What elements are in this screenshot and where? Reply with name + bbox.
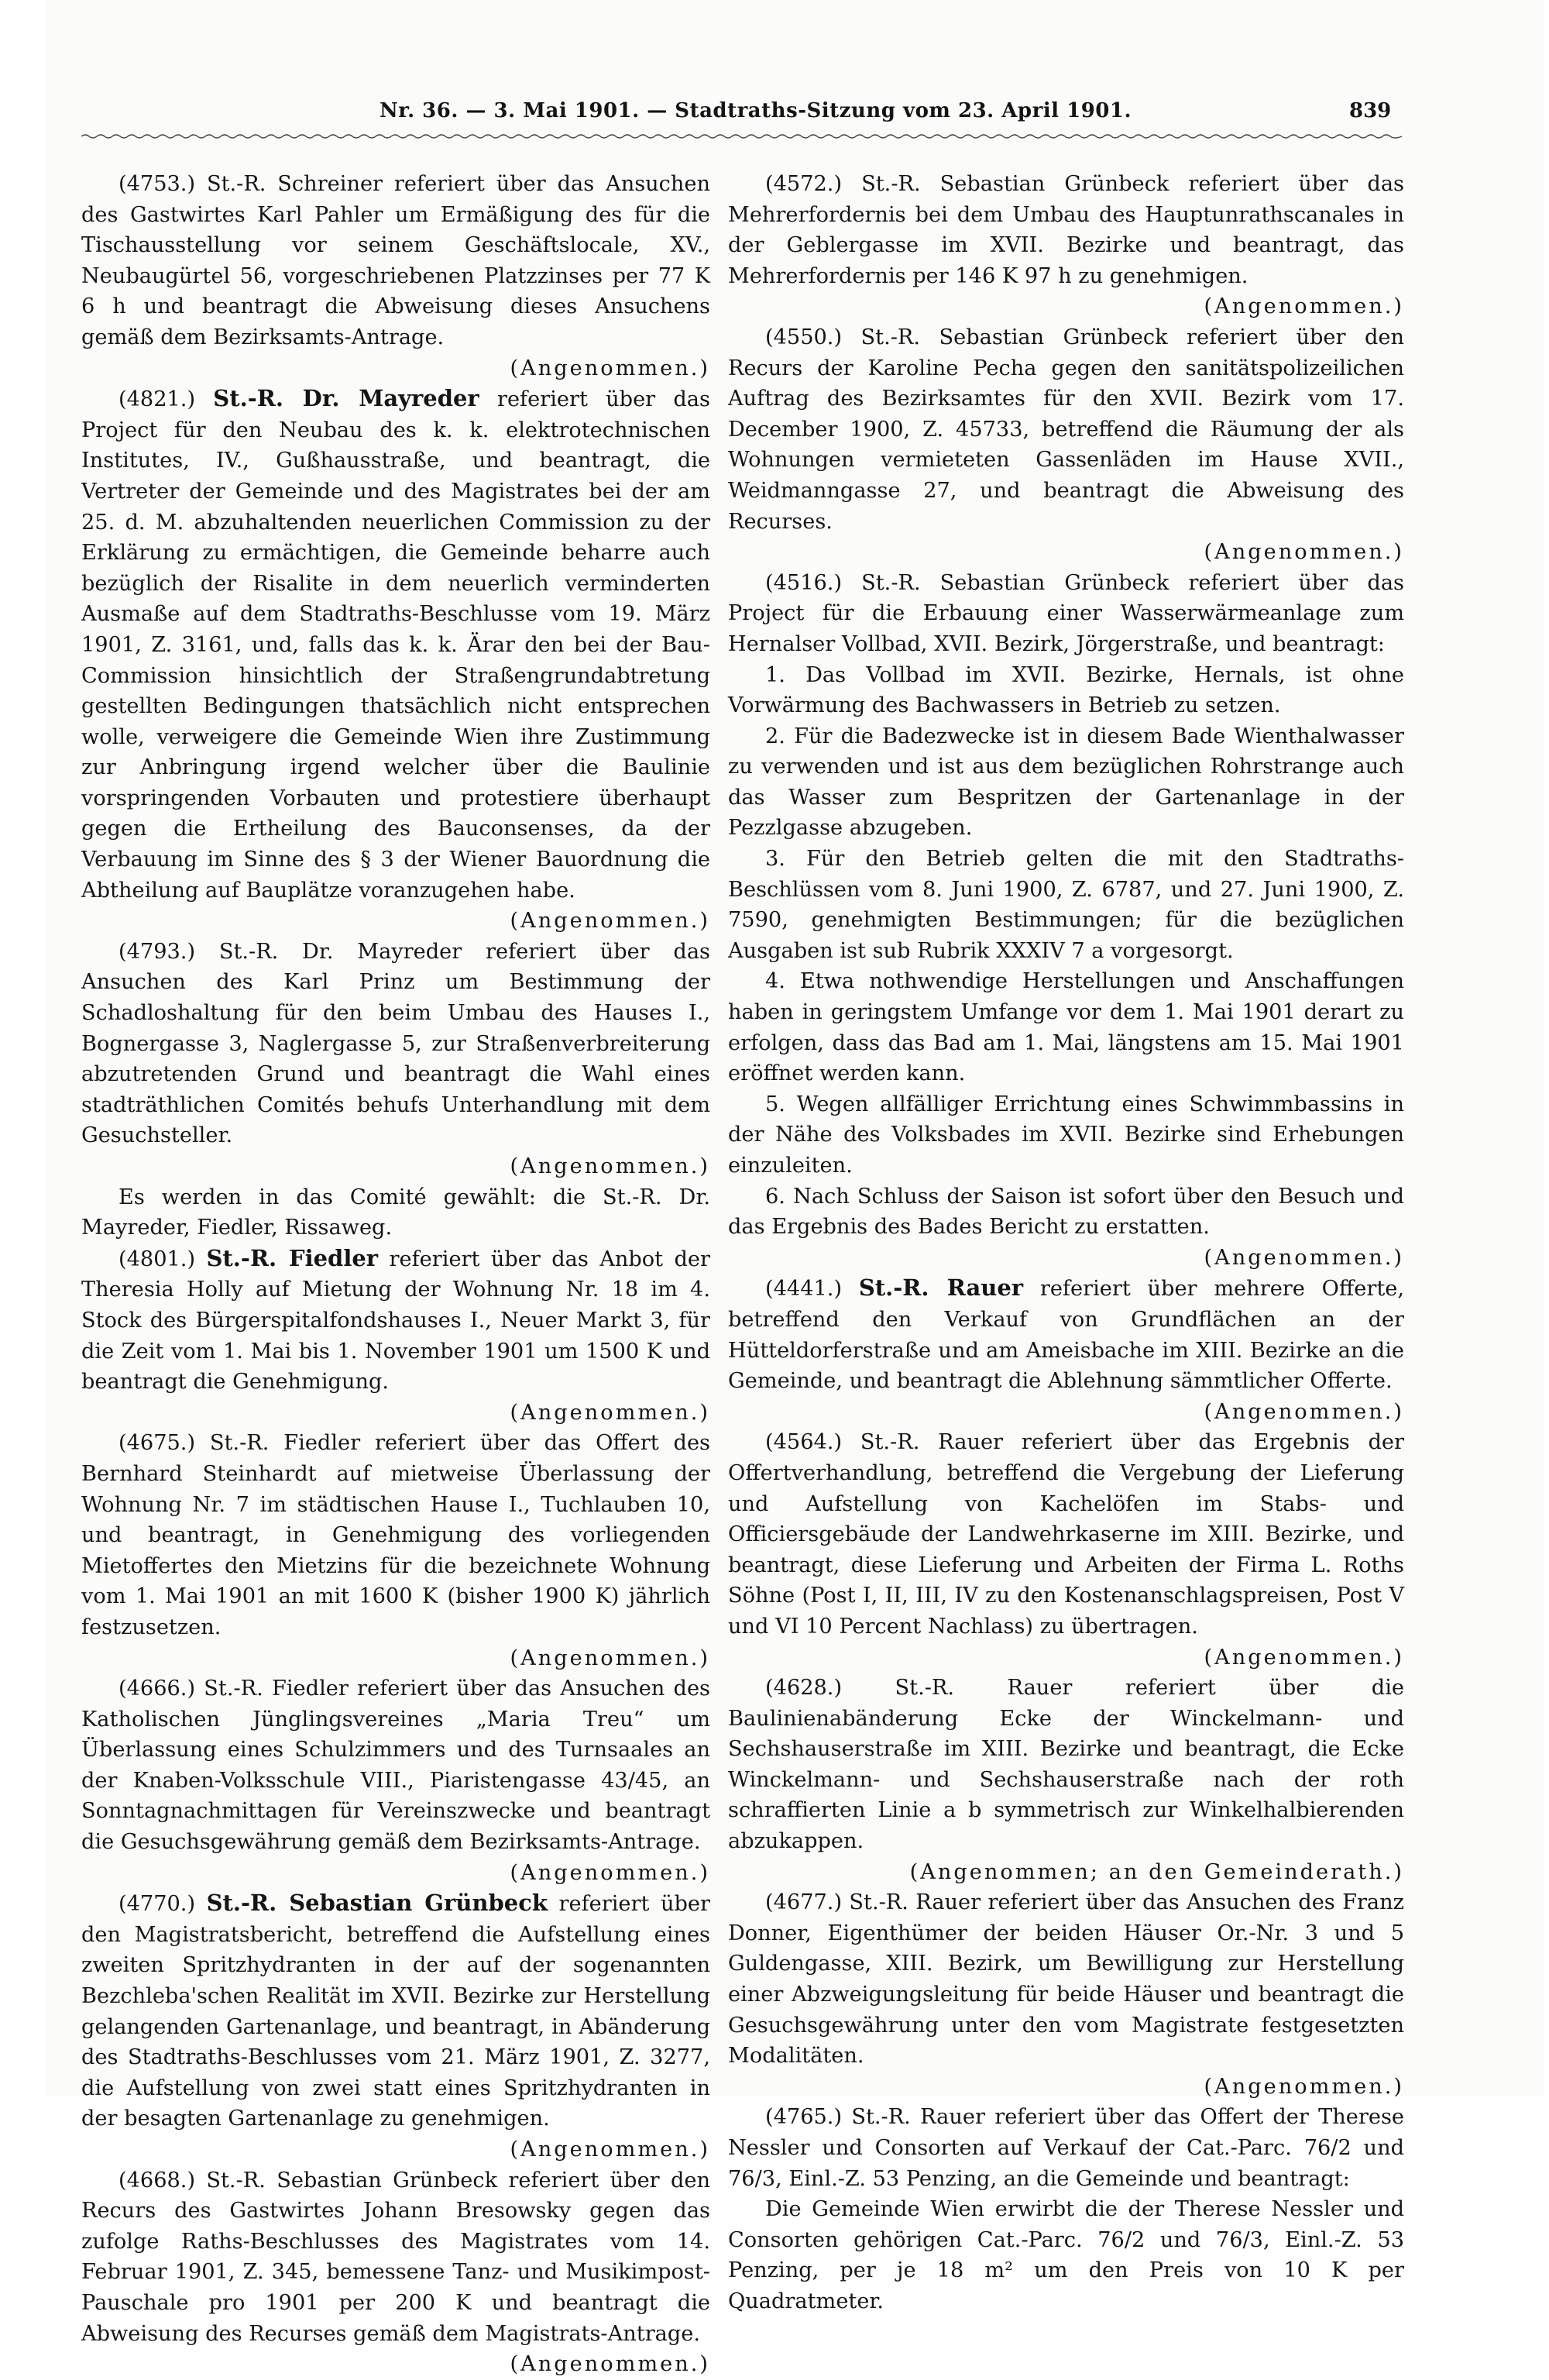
agenda-reference: (4628.): [765, 1676, 843, 1701]
paragraph: [728, 660, 1404, 721]
paragraph: [728, 966, 1404, 1089]
agenda-reference: (4572.): [765, 172, 843, 196]
speaker-name: St.-R. Rauer: [858, 1274, 1024, 1302]
agenda-reference: (4793.): [118, 939, 196, 964]
right-column: [728, 169, 1404, 2317]
paragraph-text: referiert über das Project für den Neubau des k. k. elektrotechnischen Institutes, IV., Gußhausstraße, und beantragt, die Vertreter der Gemeinde und des Magistrates bei der am 25. d. M. abzuhaltenden neuerlichen Commission zu der Erklärung zu ermächtigen, die Gemeinde beharre auch bezüglich der Risalite in dem neuerlich verminderten Ausmaße auf dem Stadtraths-Beschlusse vom 19. März 1901, Z. 3161, und, falls das k. k. Ärar den bei der Bau-Commission hinsichtlich der Straßengrundabtretung gestellten Bedingungen thatsächlich nicht entsprechen wolle, verweigere die Gemeinde Wien ihre Zustimmung zur Anbringung irgend welcher über die Baulinie vorspringenden Vorbauten und protestiere überhaupt gegen die Ertheilung des Bauconsenses, da der Verbauung im Sinne des § 3 der Wiener Bauordnung die Abtheilung auf Bauplätze voranzugehen habe.: [81, 387, 710, 903]
paragraph-text: Es werden in das Comité gewählt: die St.-R. Dr. Mayreder, Fiedler, Rissaweg.: [81, 1185, 710, 1240]
speaker-name: St.-R. Dr. Mayreder: [213, 385, 479, 412]
paragraph-text: referiert über das Anbot der Theresia Holly auf Mietung der Wohnung Nr. 18 im 4. Stock des Bürgerspitalfondshauses I., Neuer Markt 3, für die Zeit vom 1. Mai bis 1. November 1901 um 1500 K und beantragt die Genehmigung.: [81, 1247, 711, 1395]
paragraph-text: 3. Für den Betrieb gelten die mit den Stadtraths-Beschlüssen vom 8. Juni 1900, Z. 6787, und 27. Juni 1900, Z. 7590, genehmigten Bestimmungen; für die bezüglichen Ausgaben ist sub Rubrik XXXIV 7 a vorgesorgt.: [728, 847, 1404, 963]
resolution-status: (Angenommen.): [510, 2138, 710, 2162]
paragraph: [81, 383, 710, 906]
paragraph-text: St.-R. Rauer referiert über das Offert der Therese Nessler und Consorten auf Verkauf der Cat.-Parc. 76/2 und 76/3, Einl.-Z. 53 Penzing, an die Gemeinde und beantragt:: [728, 2105, 1404, 2191]
paragraph-text: St.-R. Sebastian Grünbeck referiert über den Recurs des Gastwirtes Johann Bresowsky gegen das zufolge Raths-Beschlusses des Magistrates vom 14. Februar 1901, Z. 345, bemessene Tanz- und Musikimpost-Pauschale pro 1901 per 200 K und beantragt die Abweisung des Recurses gemäß dem Magistrats-Antrage.: [81, 2168, 710, 2346]
agenda-reference: (4668.): [118, 2168, 196, 2193]
agenda-reference: (4441.): [765, 1277, 843, 1302]
agenda-reference: (4675.): [118, 1431, 196, 1456]
paragraph: [81, 1182, 710, 1243]
paragraph: [728, 2194, 1404, 2316]
paragraph: [728, 322, 1404, 537]
resolution-status: (Angenommen.): [1204, 540, 1404, 565]
paragraph-text: St.-R. Rauer referiert über die Baulinienabänderung Ecke der Winckelmann- und Sechshauserstraße im XIII. Bezirke und beantragt, die Ecke Winckelmann- und Sechshauserstraße nach der roth schraffierten Linie a b symmetrisch zur Winkelhalbierenden abzukappen.: [728, 1676, 1404, 1854]
paragraph: [728, 721, 1404, 844]
agenda-reference: (4516.): [765, 570, 843, 595]
agenda-reference: (4753.): [118, 172, 196, 196]
paragraph-text: Die Gemeinde Wien erwirbt die der Therese Nessler und Consorten gehörigen Cat.-Parc. 76/2 und 76/3, Einl.-Z. 53 Penzing, per je 18 m² um den Preis von 10 K per Quadratmeter.: [728, 2197, 1404, 2313]
paragraph: [728, 568, 1404, 660]
paragraph: [728, 1673, 1404, 1857]
paragraph: [728, 1181, 1404, 1243]
paragraph-text: 5. Wegen allfälliger Errichtung eines Schwimmbassins in der Nähe des Volksbades im XVII. Bezirke sind Erhebungen einzuleiten.: [728, 1092, 1404, 1178]
paragraph: [728, 2102, 1404, 2194]
page-margin: [0, 0, 45, 2096]
paragraph: [81, 1888, 710, 2134]
paragraph-text: 6. Nach Schluss der Saison ist sofort über den Besuch und das Ergebnis des Bades Bericht zu erstatten.: [728, 1184, 1404, 1240]
header-rule: [81, 133, 1402, 139]
resolution-status: (Angenommen.): [1204, 2074, 1404, 2099]
resolution-status: (Angenommen.): [510, 1400, 710, 1425]
resolution-status: (Angenommen.): [1204, 294, 1404, 319]
page-header: Nr. 36. — 3. Mai 1901. — Stadtraths-Sitzung vom 23. April 1901.: [380, 99, 1132, 122]
paragraph-text: referiert über mehrere Offerte, betreffend den Verkauf von Grundflächen an der Hütteldorferstraße und am Ameisbache im XIII. Bezirke an die Gemeinde, und beantragt die Ablehnung sämmtlicher Offerte.: [728, 1277, 1404, 1394]
paragraph: [81, 169, 710, 353]
agenda-reference: (4821.): [118, 387, 196, 412]
paragraph: [81, 1243, 710, 1398]
speaker-name: St.-R. Sebastian Grünbeck: [206, 1890, 548, 1917]
paragraph-text: St.-R. Dr. Mayreder referiert über das Ansuchen des Karl Prinz um Bestimmung der Schadloshaltung für den beim Umbau des Hauses I., Bognergasse 3, Naglergasse 5, zur Straßenverbreiterung abzutretenden Grund und beantragt die Wahl eines stadträthlichen Comités behufs Unterhandlung mit dem Gesuchsteller.: [81, 939, 710, 1148]
agenda-reference: (4666.): [118, 1677, 196, 1701]
agenda-reference: (4677.): [765, 1890, 843, 1915]
resolution-status: (Angenommen.): [510, 1154, 710, 1178]
paragraph: [728, 1089, 1404, 1181]
paragraph-text: St.-R. Sebastian Grünbeck referiert über das Project für die Erbauung einer Wasserwärmeanlage zum Hernalser Vollbad, XVII. Bezirk, Jörgerstraße, und beantragt:: [728, 570, 1404, 656]
paragraph: [728, 844, 1404, 966]
paragraph: [81, 1428, 710, 1642]
paragraph-text: 2. Für die Badezwecke ist in diesem Bade Wienthalwasser zu verwenden und ist aus dem bezüglichen Rohrstrange auch das Wasser zum Bespritzen der Gartenanlage in der Pezzlgasse abzugeben.: [728, 724, 1404, 841]
resolution-status: (Angenommen.): [510, 356, 710, 380]
paragraph-text: St.-R. Rauer referiert über das Ergebnis der Offertverhandlung, betreffend die Vergebung der Lieferung und Aufstellung von Kachelöfen im Stabs- und Officiersgebäude der Landwehrkaserne im XIII. Bezirke, und beantragt, diese Lieferung und Arbeiten der Firma L. Roths Söhne (Post I, II, III, IV zu den Kostenanschlagspreisen, Post V und VI 10 Percent Nachlass) zu übertragen.: [728, 1430, 1404, 1639]
paragraph: [728, 1887, 1404, 2072]
paragraph-text: St.-R. Sebastian Grünbeck referiert über den Recurs der Karoline Pecha gegen den sanitätspolizeilichen Auftrag des Bezirksamtes für den XVII. Bezirk vom 17. December 1900, Z. 45733, betreffend die Räumung der als Wohnungen vermieteten Gassenläden im Hause XVII., Weidmanngasse 27, und beantragt die Abweisung des Recurses.: [728, 325, 1404, 534]
paragraph-text: St.-R. Fiedler referiert über das Offert des Bernhard Steinhardt auf mietweise Überlassung der Wohnung Nr. 7 im städtischen Hause I., Tuchlauben 10, und beantragt, in Genehmigung des vorliegenden Mietoffertes den Mietzins für die bezeichnete Wohnung vom 1. Mai 1901 an mit 1600 K (bisher 1900 K) jährlich festzusetzen.: [81, 1431, 710, 1639]
paragraph-text: 4. Etwa nothwendige Herstellungen und Anschaffungen haben in geringstem Umfange vor dem 1. Mai 1901 derart zu erfolgen, dass das Bad am 1. Mai, längstens am 15. Mai 1901 eröffnet werden kann.: [728, 969, 1404, 1086]
agenda-reference: (4770.): [118, 1892, 196, 1917]
agenda-reference: (4550.): [765, 325, 843, 349]
paragraph-text: St.-R. Fiedler referiert über das Ansuchen des Katholischen Jünglingsvereines „Maria Treu“ um Überlassung eines Schulzimmers und des Turnsaales an der Knaben-Volksschule VIII., Piaristengasse 43/45, an Sonntagnachmittagen für Vereinszwecke und beantragt die Gesuchsgewährung gemäß dem Bezirksamts-Antrage.: [81, 1677, 710, 1855]
paragraph-text: St.-R. Rauer referiert über das Ansuchen des Franz Donner, Eigenthümer der beiden Häuser Or.-Nr. 3 und 5 Guldengasse, XIII. Bezirk, um Bewilligung zur Herstellung einer Abzweigungsleitung für beide Häuser und beantragt die Gesuchsgewährung unter den vom Magistrate festgesetzten Modalitäten.: [728, 1890, 1404, 2069]
resolution-status: (Angenommen.): [1204, 1645, 1404, 1670]
paragraph-text: St.-R. Schreiner referiert über das Ansuchen des Gastwirtes Karl Pahler um Ermäßigung des für die Tischausstellung vor seinem Geschäftslocale, XV., Neubaugürtel 56, vorgeschriebenen Platzzinses per 77 K 6 h und beantragt die Abweisung dieses Ansuchens gemäß dem Bezirksamts-Antrage.: [81, 172, 710, 349]
agenda-reference: (4765.): [765, 2105, 843, 2130]
paragraph: [728, 169, 1404, 291]
paragraph: [81, 2165, 710, 2350]
left-column: [81, 169, 710, 2380]
resolution-status: (Angenommen; an den Gemeinderath.): [909, 1859, 1404, 1884]
resolution-status: (Angenommen.): [510, 1646, 710, 1670]
resolution-status: (Angenommen.): [510, 2352, 710, 2377]
paragraph: [728, 1427, 1404, 1642]
resolution-status: (Angenommen.): [1204, 1245, 1404, 1270]
resolution-status: (Angenommen.): [1204, 1399, 1404, 1424]
paragraph: [728, 1273, 1404, 1396]
paragraph: [81, 1673, 710, 1858]
paragraph: [81, 937, 710, 1151]
resolution-status: (Angenommen.): [510, 909, 710, 934]
agenda-reference: (4801.): [118, 1247, 196, 1271]
agenda-reference: (4564.): [765, 1430, 843, 1455]
page-number: 839: [1349, 99, 1392, 122]
paragraph-text: 1. Das Vollbad im XVII. Bezirke, Hernals, ist ohne Vorwärmung des Bachwassers in Betrieb zu setzen.: [728, 662, 1404, 718]
speaker-name: St.-R. Fiedler: [206, 1244, 379, 1271]
resolution-status: (Angenommen.): [510, 1860, 710, 1885]
paragraph-text: St.-R. Sebastian Grünbeck referiert über das Mehrerfordernis bei dem Umbau des Hauptunrathscanales in der Geblergasse im XVII. Bezirke und beantragt, das Mehrerfordernis per 146 K 97 h zu genehmigen.: [728, 172, 1404, 288]
paragraph-text: referiert über den Magistratsbericht, betreffend die Aufstellung eines zweiten Spritzhydranten in der auf der sogenannten Bezchleba'schen Realität im XVII. Bezirke zur Herstellung gelangenden Gartenanlage, und beantragt, in Abänderung des Stadtraths-Beschlusses vom 21. März 1901, Z. 3277, die Aufstellung von zwei statt eines Spritzhydranten in der besagten Gartenanlage zu genehmigen.: [81, 1892, 710, 2131]
